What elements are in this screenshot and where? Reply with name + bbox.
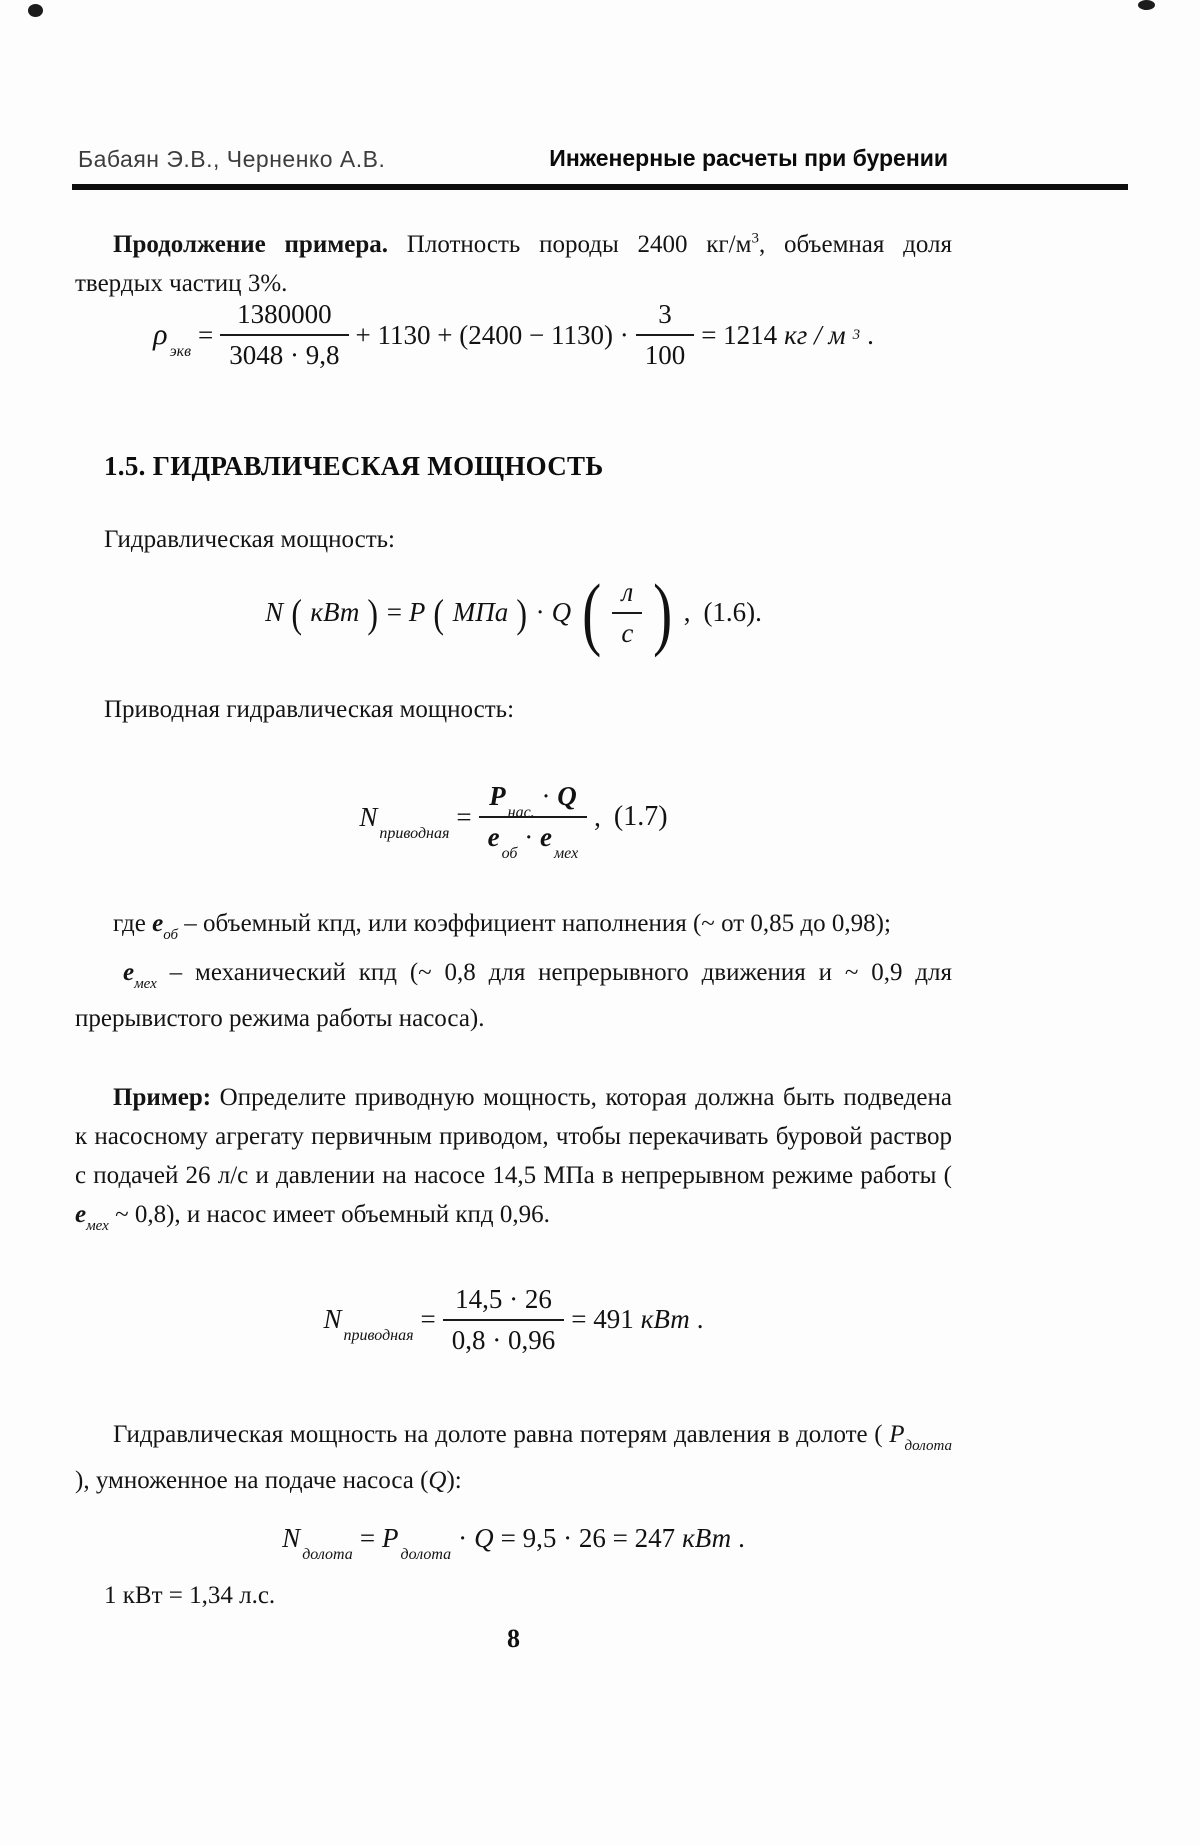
example-paragraph — [75, 1078, 952, 1234]
fraction-numerator: 3 — [658, 299, 672, 329]
p-subscript: нас. — [507, 804, 535, 821]
equals-sign: = — [420, 1304, 436, 1334]
unit-mpa: МПа — [452, 597, 509, 627]
bit-power-paragraph — [75, 1412, 952, 1504]
fraction-denominator: 0,8 · 0,96 — [443, 1319, 565, 1356]
unit-kwt: кВт — [310, 597, 360, 627]
e-mechanical: e — [123, 959, 135, 986]
fraction — [443, 1284, 565, 1356]
formula-result: = 491 — [571, 1304, 634, 1334]
header-book-title: Инженерные расчеты при бурении — [549, 145, 948, 171]
section-heading: 1.5. ГИДРАВЛИЧЕСКАЯ МОЩНОСТЬ — [104, 451, 604, 481]
formula-period: . — [696, 1304, 704, 1334]
where-line1-text: – объемный кпд, или коэффициент наполнения (~ от 0,85 до 0,98); — [178, 910, 891, 937]
e-mechanical: e — [539, 822, 552, 852]
fraction — [220, 299, 348, 371]
e-mechanical-subscript: мех — [134, 976, 157, 992]
n-subscript: приводная — [379, 824, 450, 842]
e-volumetric: e — [152, 910, 164, 937]
intro-exponent: 3 — [751, 230, 759, 247]
e-mechanical: e — [75, 1201, 87, 1228]
conversion-note: 1 кВт = 1,34 л.с. — [104, 1582, 276, 1609]
dot-operator: · — [535, 597, 545, 627]
page-number: 8 — [507, 1624, 520, 1653]
intro-text: Плотность породы 2400 кг/м — [388, 231, 752, 258]
fraction — [612, 577, 642, 649]
fraction-numerator: 1380000 — [237, 299, 332, 329]
comma: , — [683, 597, 691, 627]
intro-text-2: , объемная доля твердых частиц 3%. — [75, 231, 952, 297]
formula-period: . — [738, 1522, 745, 1553]
fraction-numerator: л — [621, 576, 634, 607]
rho-symbol: ρ — [153, 318, 168, 351]
n-symbol: N — [323, 1304, 342, 1334]
e-mechanical-subscript: мех — [86, 1218, 109, 1234]
intro-lead: Продолжение примера. — [113, 231, 389, 258]
formula-period: . — [867, 319, 874, 350]
formula-drive-power-result — [75, 1272, 952, 1367]
p-bit-symbol: P — [889, 1421, 905, 1448]
where-word: где — [113, 910, 153, 937]
unit-kwt: кВт — [640, 1304, 690, 1334]
n-subscript: долота — [302, 1545, 353, 1563]
dot-operator: · — [458, 1522, 468, 1553]
q-symbol: Q — [428, 1467, 447, 1494]
example-lead: Пример: — [113, 1084, 212, 1111]
scan-artifact — [1138, 0, 1155, 10]
header-rule — [72, 184, 1128, 190]
formula-1-6: N ( кВт ) = P ( МПа ) · Q ( $\frac{л}{с}$ ) , (1.6). — [265, 566, 762, 658]
unit-label: кг / м — [784, 319, 846, 350]
bit-text-c: ): — [446, 1467, 462, 1494]
n-symbol: N — [282, 1522, 301, 1553]
drive-power-label: Приводная гидравлическая мощность: — [104, 696, 515, 723]
dot-operator: · — [524, 822, 534, 852]
equation-number: (1.7) — [613, 801, 668, 832]
dot-operator: · — [541, 781, 551, 811]
formula-bit-power — [75, 1508, 952, 1568]
fraction-numerator: 14,5 · 26 — [455, 1283, 552, 1314]
hydraulic-power-label: Гидравлическая мощность: — [104, 526, 395, 553]
unit-kwt: кВт — [682, 1522, 732, 1553]
formula-middle-terms: + 1130 + (2400 − 1130) · — [355, 319, 629, 350]
n-symbol: N — [359, 801, 378, 832]
equation-number: (1.6). — [703, 597, 762, 627]
n-subscript: приводная — [343, 1327, 414, 1344]
equals-sign: = — [456, 801, 472, 832]
p-symbol: P — [408, 597, 426, 627]
q-symbol: Q — [557, 781, 577, 811]
fraction-denominator: с — [612, 612, 642, 649]
q-symbol: Q — [474, 1522, 494, 1553]
p-bit-subscript: долота — [904, 1438, 952, 1454]
scan-artifact — [28, 4, 43, 17]
header-authors: Бабаян Э.В., Черненко А.В. — [78, 146, 386, 172]
formula-equivalent-density: $\rho_{экв}$ = $\frac{1380000}{3048 \cdot 9,8}$ + 1130 + (2400 − 1130) · $\frac{3}{100}$ = 1214 кг / м 3 . — [153, 299, 874, 370]
equals-sign: = — [386, 597, 402, 627]
comma: , — [594, 801, 601, 832]
equals-sign: = — [359, 1522, 376, 1553]
fraction — [636, 299, 695, 371]
e-volumetric-subscript: об — [501, 845, 518, 862]
p-bit-symbol: P — [382, 1522, 399, 1553]
equals-sign: = — [198, 319, 214, 350]
q-symbol: Q — [551, 597, 572, 627]
fraction-denominator: 100 — [636, 334, 695, 371]
formula-result: = 9,5 · 26 = 247 — [500, 1522, 676, 1553]
example-text-b: ~ 0,8), и насос имеет объемный кпд 0,96. — [108, 1201, 550, 1228]
fraction — [479, 781, 588, 862]
formula-result: = 1214 — [701, 319, 778, 350]
p-bit-subscript: долота — [400, 1545, 452, 1563]
n-symbol: N — [265, 597, 284, 627]
e-volumetric-subscript: об — [163, 927, 179, 943]
e-mechanical-subscript: мех — [553, 845, 579, 862]
rho-subscript: экв — [169, 343, 192, 360]
formula-1-7 — [75, 762, 952, 872]
where-clause-line2 — [75, 950, 952, 1042]
bit-text-b: ), умноженное на подаче насоса ( — [75, 1467, 429, 1494]
where-clause-line1 — [75, 901, 952, 947]
example-text-a: Определите приводную мощность, которая должна быть подведена к насосному агрегату первичным приводом, чтобы перекачивать буровой раствор с подачей 26 л/с и давлении на насосе 14,5 МПа в непрерывном режиме работы ( — [75, 1084, 952, 1189]
p-symbol: P — [489, 781, 506, 811]
bit-text-a: Гидравлическая мощность на долоте равна потерям давления в долоте ( — [113, 1421, 890, 1448]
fraction-denominator: 3048 · 9,8 — [220, 334, 348, 371]
where-line2-text: – механический кпд (~ 0,8 для непрерывного движения и ~ 0,9 для прерывистого режима работы насоса). — [75, 959, 952, 1032]
e-volumetric: e — [487, 822, 500, 852]
